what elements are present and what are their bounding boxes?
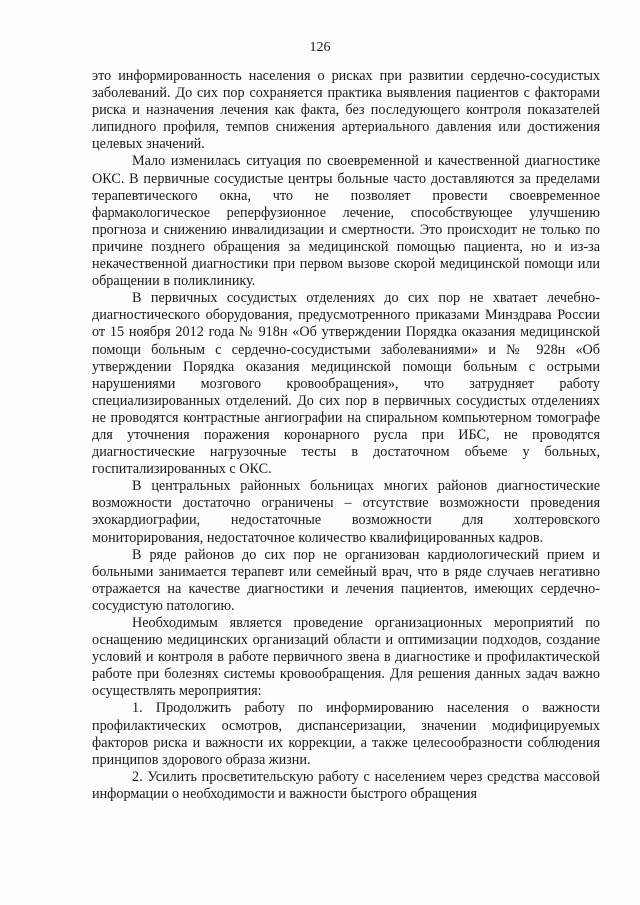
document-body	[92, 68, 600, 803]
paragraph-measures-intro: Необходимым является проведение организационных мероприятий по оснащению медицинских организаций области и оптимизации подходов, создание условий и контроля в работе первичного звена в диагностике и профилактической работе при болезнях системы кровообращения. Для решения данных задач важно осуществлять мероприятия:	[92, 615, 600, 700]
page-number: 126	[309, 40, 331, 55]
paragraph-continuation: это информированность населения о рисках при развитии сердечно-сосудистых заболеваний. До сих пор сохраняется практика выявления пациентов с факторами риска и назначения лечения как факта, без последующего контроля показателей липидного профиля, темпов снижения артериального давления или достижения целевых значений.	[92, 68, 600, 153]
list-item-2: 2. Усилить просветительскую работу с населением через средства массовой информации о необходимости и важности быстрого обращения	[92, 768, 600, 802]
paragraph-cardiology-reception: В ряде районов до сих пор не организован кардиологический прием и больными занимается терапевт или семейный врач, что в ряде случаев негативно отражается на качестве диагностики и лечения пациентов, имеющих сердечно-сосудистую патологию.	[92, 546, 600, 614]
list-item-1: 1. Продолжить работу по информированию населения о важности профилактических осмотров, диспансеризации, значении модифицируемых факторов риска и важности их коррекции, а также целесообразности соблюдения принципов здорового образа жизни.	[92, 700, 600, 768]
paragraph-oks-diagnostics: Мало изменилась ситуация по своевременной и качественной диагностике ОКС. В первичные сосудистые центры больные часто доставляются за пределами терапевтического окна, что не позволяет провести своевременное фармакологическое реперфузионное лечение, способствующее улучшению прогноза и снижению инвалидизации и смертности. Это происходит не только по причине позднего обращения за медицинской помощью пациента, но и из-за некачественной диагностики при первом вызове скорой медицинской помощи или обращении в поликлинику.	[92, 153, 600, 290]
paragraph-district-hospitals: В центральных районных больницах многих районов диагностические возможности достаточно ограничены – отсутствие возможности проведения эхокардиографии, недостаточные возможности для холтеровского мониторирования, недостаточное количество квалифицированных кадров.	[92, 478, 600, 546]
paragraph-vascular-departments: В первичных сосудистых отделениях до сих пор не хватает лечебно-диагностического оборудования, предусмотренного приказами Минздрава России от 15 ноября 2012 года № 918н «Об утверждении Порядка оказания медицинской помощи больным с сердечно-сосудистыми заболеваниями» и № 928н «Об утверждении Порядка оказания медицинской помощи больным с острыми нарушениями мозгового кровообращения», что затрудняет работу специализированных отделений. До сих пор в первичных сосудистых отделениях не проводятся контрастные ангиографии на спиральном компьютерном томографе для уточнения поражения коронарного русла при ИБС, не проводятся диагностические нагрузочные тесты в достаточном объеме у больных, госпитализированных с ОКС.	[92, 290, 600, 478]
